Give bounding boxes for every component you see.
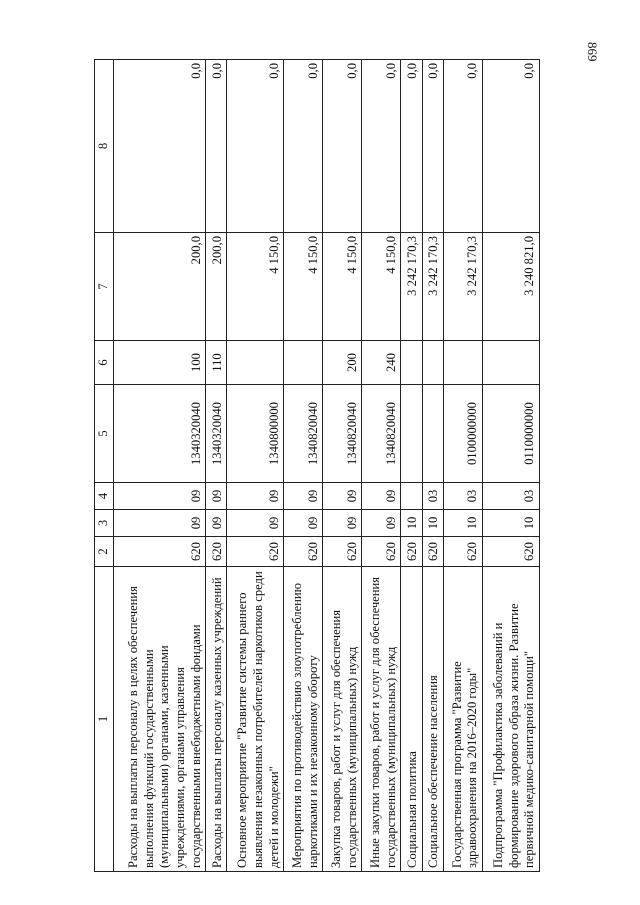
row-expense-type: 200 <box>323 341 362 385</box>
table-row <box>483 60 540 872</box>
row-amount-8: 0,0 <box>113 60 206 233</box>
row-amount-8: 0,0 <box>443 60 482 233</box>
rotated-document-content <box>94 60 540 872</box>
table-row <box>443 60 482 872</box>
row-target-article: 0100000000 <box>443 385 482 483</box>
row-amount-7: 3 240 821,0 <box>483 233 540 341</box>
row-amount-8: 0,0 <box>206 60 227 233</box>
row-name: Подпрограмма "Профилактика заболеваний и формирование здорового образа жизни. Развитие первичной медико-санитарной помощи" <box>483 567 540 872</box>
row-name: Социальная политика <box>401 567 422 872</box>
col-header-7: 7 <box>95 233 114 341</box>
col-header-5: 5 <box>95 385 114 483</box>
page-number: 869 <box>585 42 600 62</box>
row-code: 620 <box>401 537 422 567</box>
row-section: 10 <box>483 510 540 537</box>
col-header-3: 3 <box>95 510 114 537</box>
table-row <box>284 60 323 872</box>
row-target-article: 1340320040 <box>206 385 227 483</box>
row-subsection: 09 <box>362 483 401 510</box>
row-subsection: 09 <box>323 483 362 510</box>
row-amount-8: 0,0 <box>362 60 401 233</box>
col-header-8: 8 <box>95 60 114 233</box>
row-target-article: 1340820040 <box>362 385 401 483</box>
row-name: Иные закупки товаров, работ и услуг для обеспечения государственных (муниципальных) нужд <box>362 567 401 872</box>
row-amount-7: 4 150,0 <box>362 233 401 341</box>
row-section: 10 <box>401 510 422 537</box>
row-subsection: 03 <box>443 483 482 510</box>
row-expense-type: 100 <box>113 341 206 385</box>
row-name: Государственная программа "Развитие здравоохранения на 2016–2020 годы" <box>443 567 482 872</box>
row-code: 620 <box>443 537 482 567</box>
row-target-article: 1340820040 <box>284 385 323 483</box>
row-section: 09 <box>113 510 206 537</box>
row-amount-7: 4 150,0 <box>227 233 284 341</box>
row-expense-type <box>227 341 284 385</box>
row-amount-8: 0,0 <box>227 60 284 233</box>
row-amount-7: 200,0 <box>113 233 206 341</box>
row-subsection <box>401 483 422 510</box>
row-amount-7: 200,0 <box>206 233 227 341</box>
row-subsection: 09 <box>284 483 323 510</box>
table-row <box>362 60 401 872</box>
table-row <box>206 60 227 872</box>
row-amount-8: 0,0 <box>422 60 443 233</box>
row-expense-type <box>284 341 323 385</box>
row-name: Расходы на выплаты персоналу в целях обеспечения выполнения функций государственными (муниципальными) органами, казенными учреждениями, органами управления государственными внебюджетными фондами <box>113 567 206 872</box>
row-expense-type <box>401 341 422 385</box>
row-subsection: 09 <box>206 483 227 510</box>
row-name: Расходы на выплаты персоналу казенных учреждений <box>206 567 227 872</box>
row-expense-type: 240 <box>362 341 401 385</box>
row-code: 620 <box>323 537 362 567</box>
row-section: 09 <box>323 510 362 537</box>
col-header-1: 1 <box>95 567 114 872</box>
row-section: 09 <box>227 510 284 537</box>
row-amount-8: 0,0 <box>401 60 422 233</box>
row-code: 620 <box>227 537 284 567</box>
col-header-4: 4 <box>95 483 114 510</box>
row-name: Основное мероприятие "Развитие системы раннего выявления незаконных потребителей наркотиков среди детей и молодежи" <box>227 567 284 872</box>
row-name: Мероприятия по противодействию злоупотреблению наркотиками и их незаконному обороту <box>284 567 323 872</box>
row-name: Закупка товаров, работ и услуг для обеспечения государственных (муниципальных) нужд <box>323 567 362 872</box>
row-expense-type: 110 <box>206 341 227 385</box>
row-amount-7: 4 150,0 <box>323 233 362 341</box>
row-target-article: 1340320040 <box>113 385 206 483</box>
row-subsection: 09 <box>113 483 206 510</box>
row-code: 620 <box>483 537 540 567</box>
table-row <box>113 60 206 872</box>
row-target-article <box>401 385 422 483</box>
row-section: 10 <box>422 510 443 537</box>
table-row <box>401 60 422 872</box>
row-target-article: 1340800000 <box>227 385 284 483</box>
budget-table <box>94 59 540 872</box>
row-code: 620 <box>206 537 227 567</box>
row-name: Социальное обеспечение населения <box>422 567 443 872</box>
row-target-article: 1340820040 <box>323 385 362 483</box>
row-code: 620 <box>113 537 206 567</box>
row-amount-8: 0,0 <box>483 60 540 233</box>
row-code: 620 <box>284 537 323 567</box>
row-section: 09 <box>284 510 323 537</box>
row-target-article <box>422 385 443 483</box>
table-row <box>422 60 443 872</box>
row-subsection: 03 <box>422 483 443 510</box>
row-target-article: 0110000000 <box>483 385 540 483</box>
row-amount-7: 3 242 170,3 <box>422 233 443 341</box>
table-row <box>323 60 362 872</box>
row-section: 10 <box>443 510 482 537</box>
row-expense-type <box>422 341 443 385</box>
row-code: 620 <box>422 537 443 567</box>
row-expense-type <box>443 341 482 385</box>
row-amount-7: 3 242 170,3 <box>443 233 482 341</box>
row-code: 620 <box>362 537 401 567</box>
row-expense-type <box>483 341 540 385</box>
row-subsection: 03 <box>483 483 540 510</box>
col-header-6: 6 <box>95 341 114 385</box>
row-section: 09 <box>206 510 227 537</box>
table-header-row <box>95 60 114 872</box>
row-amount-7: 3 242 170,3 <box>401 233 422 341</box>
row-amount-7: 4 150,0 <box>284 233 323 341</box>
table-row <box>227 60 284 872</box>
row-section: 09 <box>362 510 401 537</box>
row-subsection: 09 <box>227 483 284 510</box>
col-header-2: 2 <box>95 537 114 567</box>
row-amount-8: 0,0 <box>284 60 323 233</box>
row-amount-8: 0,0 <box>323 60 362 233</box>
